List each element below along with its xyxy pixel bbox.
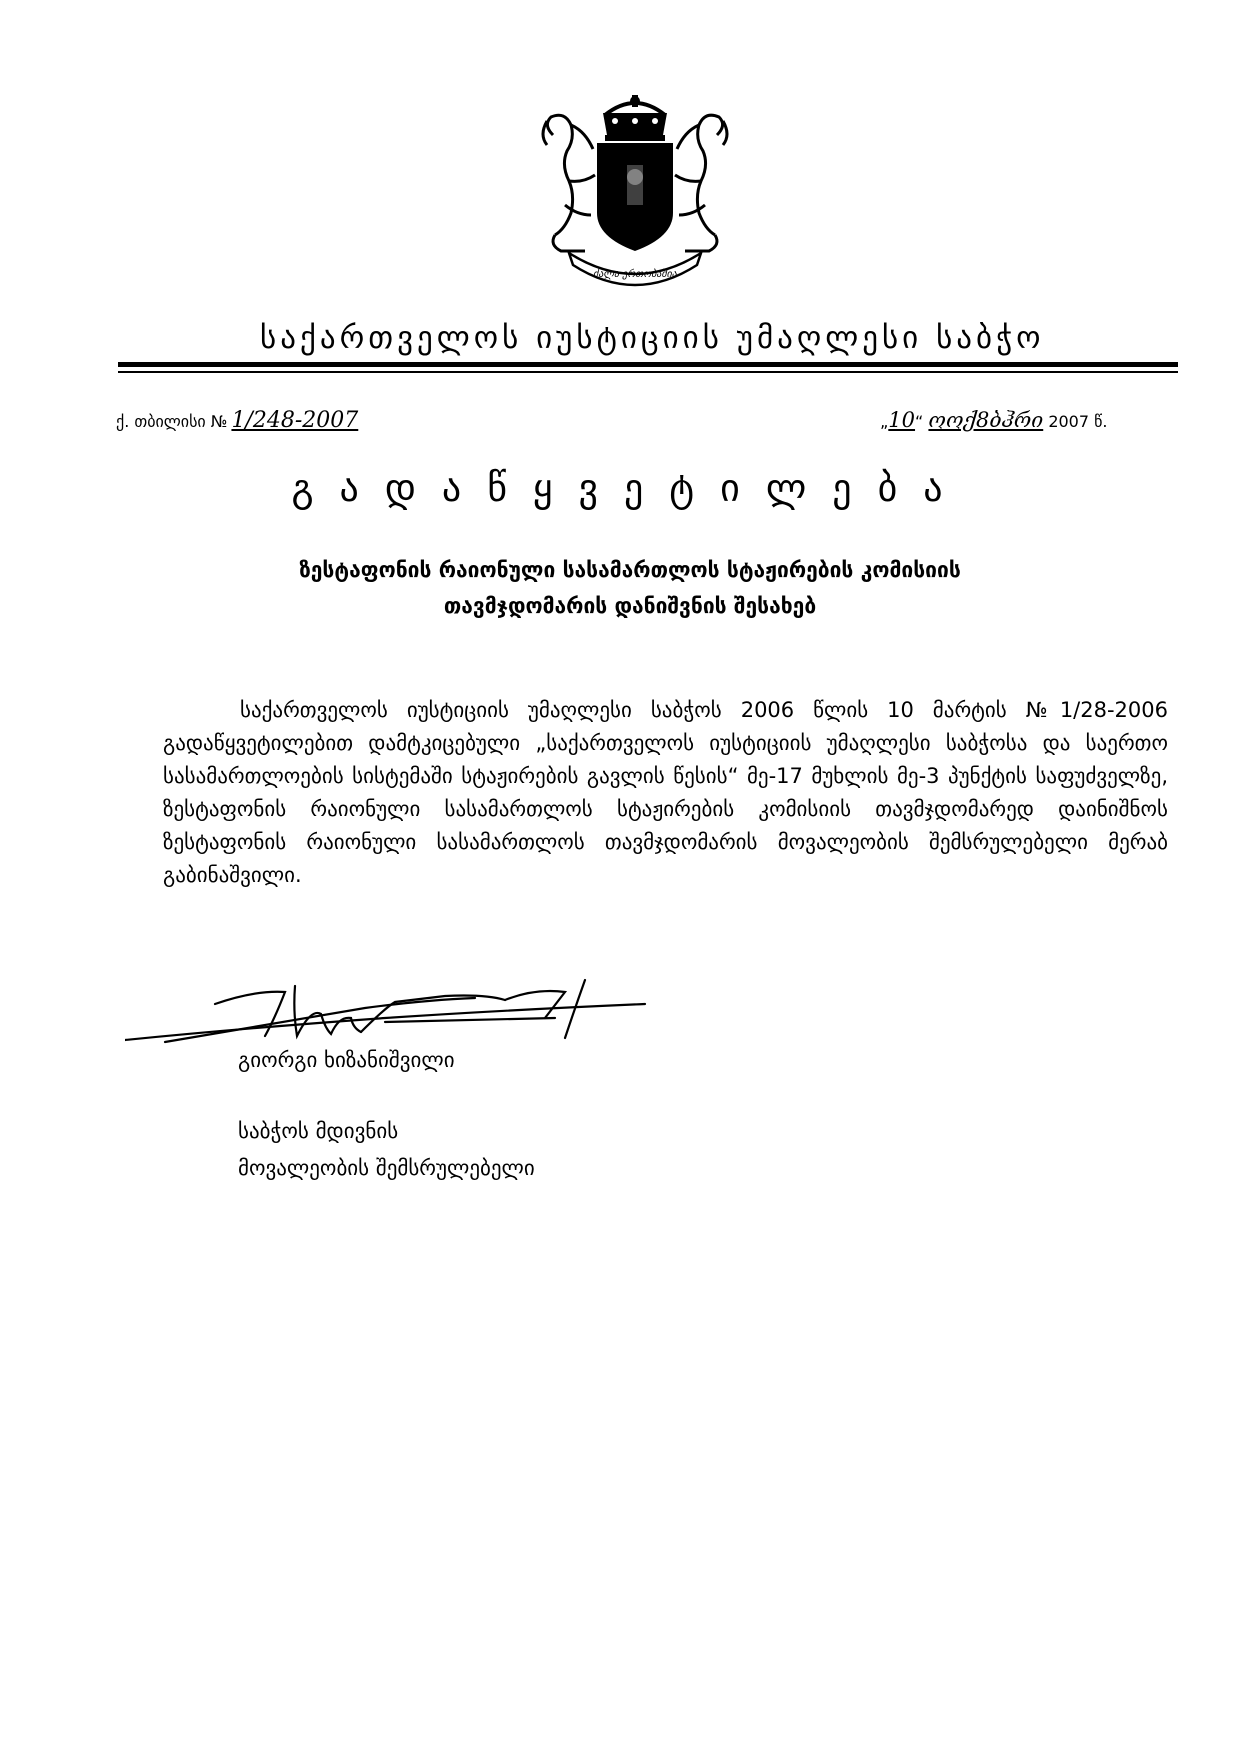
date-suffix: წ. <box>1094 412 1108 431</box>
subject-line-1: ზესტაფონის რაიონული სასამართლოს სტაჟირების კომისიის <box>299 558 961 582</box>
number-prefix: № <box>210 412 228 431</box>
motto-ribbon <box>569 253 701 285</box>
document-subject <box>200 552 1060 624</box>
header-divider-thin <box>118 371 1178 373</box>
date-day: 10 <box>888 408 916 432</box>
subject-line-2: თავმჯდომარის დანიშვნის შესახებ <box>443 594 817 618</box>
date-year: 2007 <box>1048 412 1090 431</box>
shield-icon <box>597 143 673 251</box>
document-number: 1/248-2007 <box>231 408 359 433</box>
handwritten-signature <box>125 978 665 1058</box>
motto-text: ძალა ერთობაშია <box>593 269 677 280</box>
crown-icon <box>603 95 667 141</box>
organization-name: საქართველოს იუსტიციის უმაღლესი საბჭო <box>260 320 1045 356</box>
date-month: ოოქ8ბჰრი <box>928 408 1044 432</box>
header-divider-thick <box>118 362 1178 367</box>
document-number-line <box>116 408 358 433</box>
document-title: გადაწყვეტილება <box>291 466 969 510</box>
signer-role-line-1: საბჭოს მდივნის <box>238 1119 399 1143</box>
signer-name: გიორგი ხიზანიშვილი <box>238 1048 455 1072</box>
signer-role-line-2: მოვალეობის შემსრულებელი <box>238 1156 535 1180</box>
coat-of-arms-emblem <box>525 95 745 295</box>
signer-role <box>238 1113 535 1187</box>
right-lion-icon <box>675 115 727 251</box>
document-body: საქართველოს იუსტიციის უმაღლესი საბჭოს 2006 წლის 10 მარტის №1/28-2006 გადაწყვეტილებით დამტკიცებული „საქართველოს იუსტიციის უმაღლესი საბჭოსა და საერთო სასამართლოების სისტემაში სტაჟირების გავლის წესის“ მე-17 მუხლის მე-3 პუნქტის საფუძველზე, ზესტაფონის რაიონული სასამართლოს სტაჟირების კომისიის თავმჯდომარედ დაინიშნოს ზესტაფონის რაიონული სასამართლოს თავმჯდომარის მოვალეობის შემსრულებელი მერაბ გაბინაშვილი. <box>163 698 1168 887</box>
city-label: ქ. თბილისი <box>116 412 206 431</box>
document-date-line: „10“ ოოქ8ბჰრი 2007 წ. <box>880 408 1108 432</box>
left-lion-icon <box>543 115 595 251</box>
